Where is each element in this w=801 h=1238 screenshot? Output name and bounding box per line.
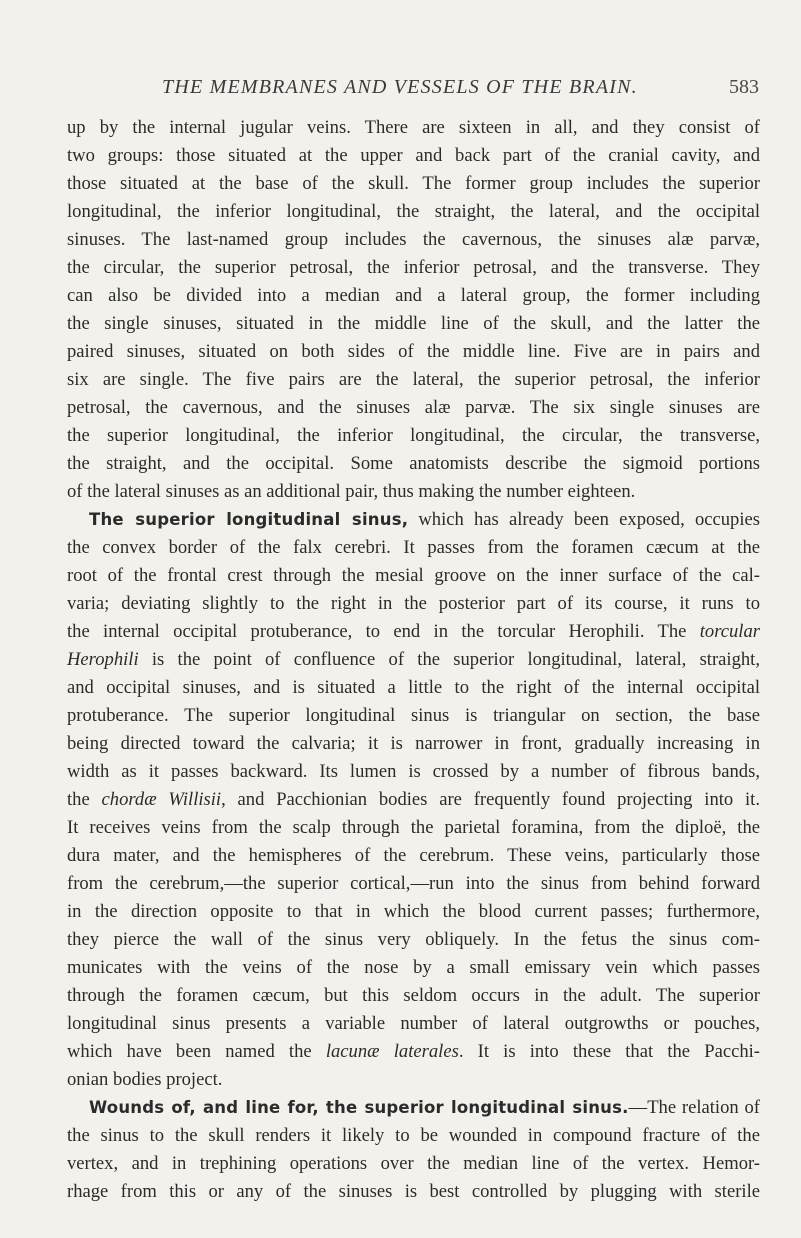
text-line: longitudinal sinus presents a variable number of lateral outgrowths or pouches, (67, 1013, 760, 1034)
text-line: the single sinuses, situated in the middle line of the skull, and the latter the (67, 313, 760, 334)
text-line: can also be divided into a median and a lateral group, the former including (67, 285, 760, 306)
text-line: the sinus to the skull renders it likely to be wounded in compound fracture of the (67, 1125, 760, 1146)
text-line: Herophili is the point of confluence of the superior longitudinal, lateral, straight, (67, 649, 760, 670)
text-line: varia; deviating slightly to the right in the posterior part of its course, it runs to (67, 593, 760, 614)
text-line: longitudinal, the inferior longitudinal, the straight, the lateral, and the occipital (67, 201, 760, 222)
text-line: through the foramen cæcum, but this seldom occurs in the adult. The superior (67, 985, 760, 1006)
text-line: in the direction opposite to that in which the blood current passes; furthermore, (67, 901, 760, 922)
text-line: onian bodies project. (67, 1069, 223, 1090)
text-line: the superior longitudinal, the inferior longitudinal, the circular, the transverse, (67, 425, 760, 446)
text-line: six are single. The five pairs are the lateral, the superior petrosal, the inferior (67, 369, 760, 390)
text-line: vertex, and in trephining operations over the median line of the vertex. Hemor- (67, 1153, 760, 1174)
text-line: petrosal, the cavernous, and the sinuses alæ parvæ. The six single sinuses are (67, 397, 760, 418)
text-line: two groups: those situated at the upper and back part of the cranial cavity, and (67, 145, 760, 166)
text-line: width as it passes backward. Its lumen is crossed by a number of fibrous bands, (67, 761, 760, 782)
text-line: the internal occipital protuberance, to end in the torcular Herophili. The torcular (67, 621, 760, 642)
text-line: the circular, the superior petrosal, the inferior petrosal, and the transverse. They (67, 257, 760, 278)
text-line: the straight, and the occipital. Some anatomists describe the sigmoid portions (67, 453, 760, 474)
text-line: of the lateral sinuses as an additional pair, thus making the number eighteen. (67, 481, 636, 502)
section-heading: The superior longitudinal sinus, (89, 510, 409, 529)
running-title: THE MEMBRANES AND VESSELS OF THE BRAIN. (162, 76, 638, 98)
text-line: and occipital sinuses, and is situated a little to the right of the internal occipital (67, 677, 760, 698)
text-line: those situated at the base of the skull. The former group includes the superior (67, 173, 760, 194)
running-head (0, 76, 801, 102)
text-line: which have been named the lacunæ laterales. It is into these that the Pacchi- (67, 1041, 760, 1062)
text-line: dura mater, and the hemispheres of the cerebrum. These veins, particularly those (67, 845, 760, 866)
text-line: the convex border of the falx cerebri. It passes from the foramen cæcum at the (67, 537, 760, 558)
text-line: from the cerebrum,—the superior cortical,—run into the sinus from behind forward (67, 873, 760, 894)
section-heading-line: Wounds of, and line for, the superior longitudinal sinus.—The relation of (89, 1097, 760, 1118)
text-line: being directed toward the calvaria; it is narrower in front, gradually increasing in (67, 733, 760, 754)
text-line: sinuses. The last-named group includes the cavernous, the sinuses alæ parvæ, (67, 229, 760, 250)
page-number: 583 (729, 76, 759, 98)
text-line: It receives veins from the scalp through the parietal foramina, from the diploë, the (67, 817, 760, 838)
body-text (67, 114, 760, 1206)
text-line: protuberance. The superior longitudinal sinus is triangular on section, the base (67, 705, 760, 726)
text-line: rhage from this or any of the sinuses is best controlled by plugging with sterile (67, 1181, 760, 1202)
text-line: the chordæ Willisii, and Pacchionian bodies are frequently found projecting into it. (67, 789, 760, 810)
text-line: paired sinuses, situated on both sides of the middle line. Five are in pairs and (67, 341, 760, 362)
text-line: municates with the veins of the nose by a small emissary vein which passes (67, 957, 760, 978)
text-line: root of the frontal crest through the mesial groove on the inner surface of the cal- (67, 565, 760, 586)
section-heading: Wounds of, and line for, the superior longitudinal sinus. (89, 1098, 629, 1117)
section-heading-line: The superior longitudinal sinus, which has already been exposed, occupies (89, 509, 760, 530)
text-line: they pierce the wall of the sinus very obliquely. In the fetus the sinus com- (67, 929, 760, 950)
text-line: up by the internal jugular veins. There are sixteen in all, and they consist of (67, 117, 760, 138)
